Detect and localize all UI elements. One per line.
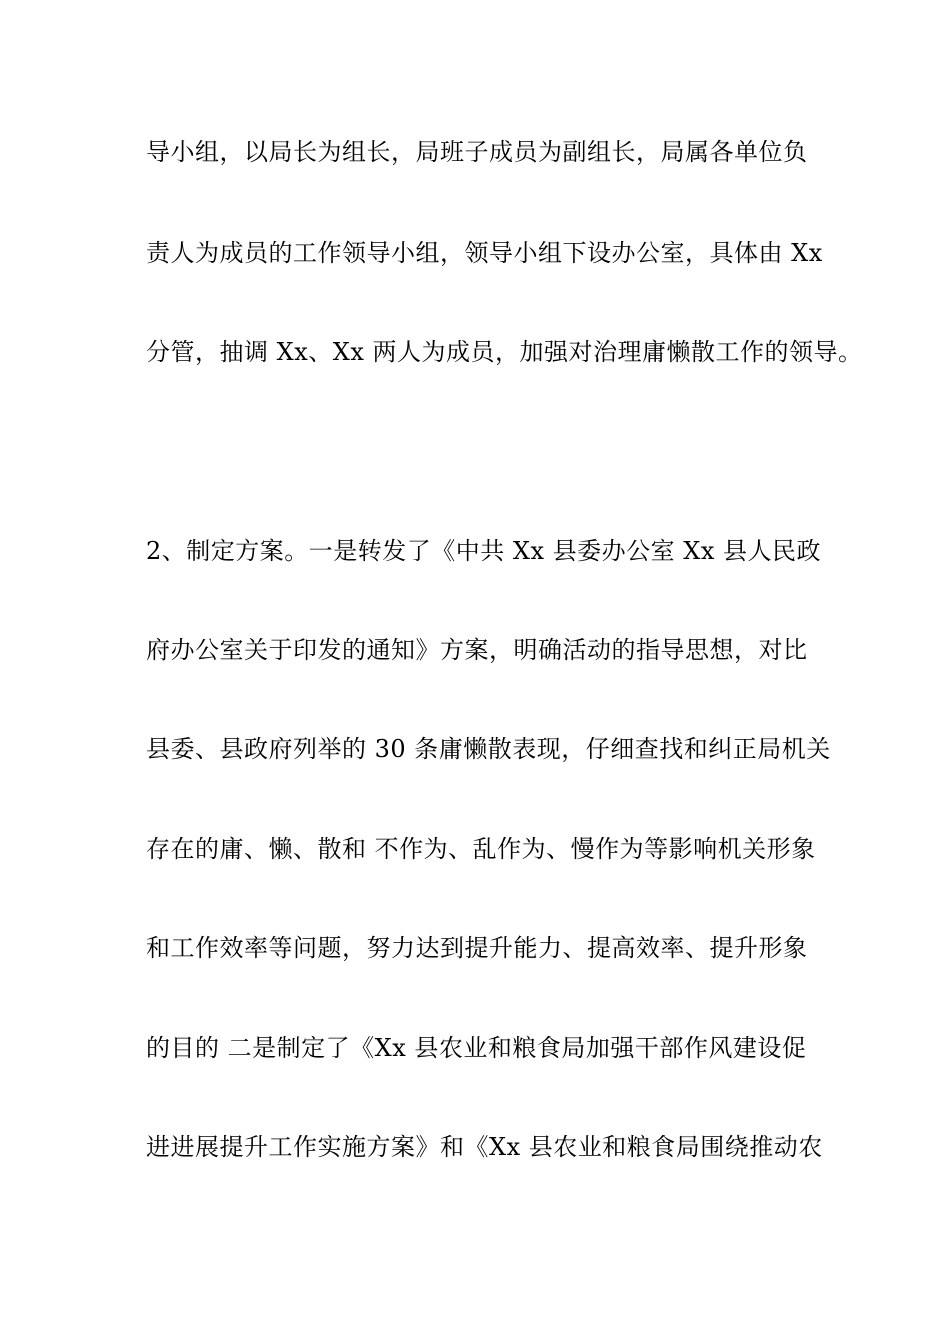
paragraph-1-line-1: 导小组，以局长为组长，局班子成员为副组长，局属各单位负: [146, 138, 808, 166]
paragraph-2-line-7: 进进展提升工作实施方案》和《Xx 县农业和粮食局围绕推动农: [146, 1133, 823, 1161]
paragraph-2-line-3: 县委、县政府列举的 30 条庸懒散表现，仔细查找和纠正局机关: [146, 735, 831, 763]
paragraph-2-line-5: 和工作效率等问题，努力达到提升能力、提高效率、提升形象: [146, 934, 808, 962]
paragraph-1-line-3: 分管，抽调 Xx、Xx 两人为成员，加强对治理庸懒散工作的领导。: [146, 338, 863, 366]
paragraph-2-line-2: 府办公室关于印发的通知》方案，明确活动的指导思想，对比: [146, 636, 808, 664]
paragraph-1-line-2: 责人为成员的工作领导小组，领导小组下设办公室，具体由 Xx: [146, 239, 823, 267]
paragraph-2-line-4: 存在的庸、懒、散和 不作为、乱作为、慢作为等影响机关形象: [146, 835, 816, 863]
paragraph-2-line-1: 2、制定方案。一是转发了《中共 Xx 县委办公室 Xx 县人民政: [146, 537, 822, 565]
paragraph-2-line-6: 的目的 二是制定了《Xx 县农业和粮食局加强干部作风建设促: [146, 1034, 807, 1062]
